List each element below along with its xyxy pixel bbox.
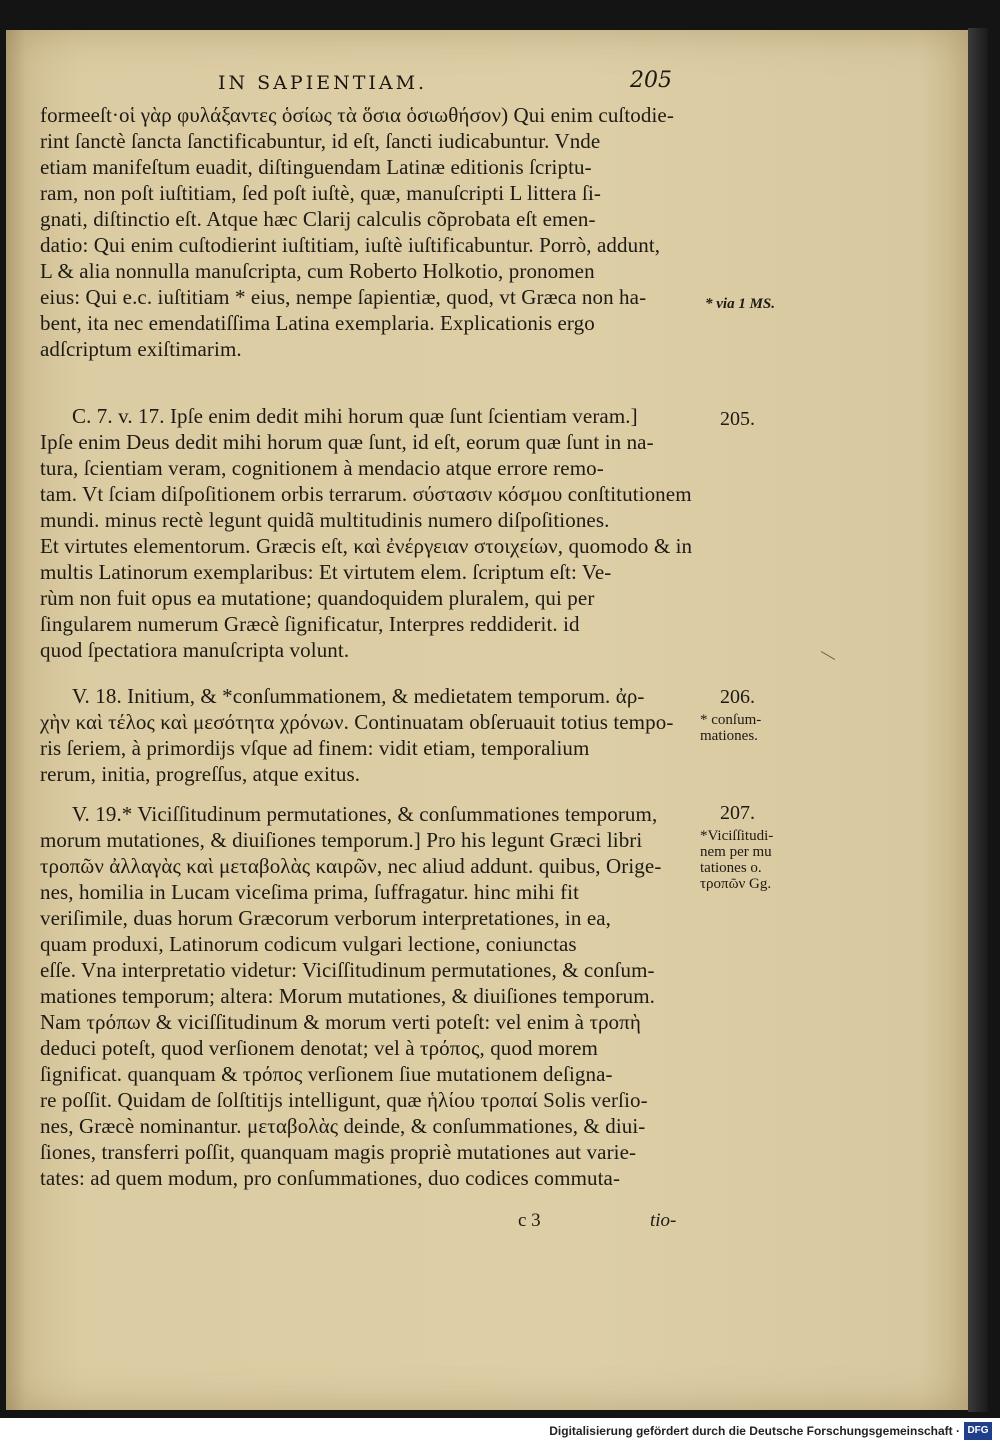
page-number: 205 [630,68,672,93]
text-line: morum mutationes, & diuiſiones temporum.] Pro his legunt Græci libri [40,828,643,852]
margin-note-206: * conſum- mationes. [700,712,762,744]
text-line: ſingularem numerum Græcè ſignificatur, Interpres reddiderit. id [40,612,580,636]
text-line: adſcriptum exiſtimarim. [40,337,242,361]
text-line: χὴν καὶ τέλος καὶ μεσότητα χρόνων. Continuatam obſeruauit totius tempo- [40,710,674,734]
text-line: quam produxi, Latinorum codicum vulgari lectione, coniunctas [40,932,577,956]
text-line: mationes temporum; altera: Morum mutationes, & diuiſiones temporum. [40,984,656,1008]
text-line: V. 18. Initium, & *conſummationem, & medietatem temporum. ἀρ- [72,684,645,708]
text-line: Ipſe enim Deus dedit mihi horum quæ ſunt, id eſt, eorum quæ ſunt in na- [40,430,654,454]
text-line: ſignificat. quanquam & τρόπος verſionem ſiue mutationem deſigna- [40,1062,613,1086]
page-edge [968,28,988,1412]
signature-mark: c 3 [518,1210,541,1231]
margin-number-205: 205. [720,408,755,430]
text-line: datio: Qui enim cuſtodierint iuſtitiam, iuſtè iuſtificabuntur. Porrò, addunt, [40,233,661,257]
running-head: IN SAPIENTIAM. [218,72,428,94]
text-line: ſiones, transferri poſſit, quanquam magis propriè mutationes aut varie- [40,1140,637,1164]
text-line: tam. Vt ſciam diſpoſitionem orbis terrarum. σύστασιν κόσμου conſtitutionem [40,482,692,506]
text-line: gnati, diſtinctio eſt. Atque hæc Clarij calculis cõprobata eſt emen- [40,207,596,231]
text-line: bent, ita nec emendatiſſima Latina exemplaria. Explicationis ergo [40,311,595,335]
text-line: nes, Græcè nominantur. μεταβολὰς deinde, & conſummationes, & diui- [40,1114,646,1138]
text-line: ris ſeriem, à primordijs vſque ad finem: vidit etiam, temporalium [40,736,590,760]
text-line: L & alia nonnulla manuſcripta, cum Roberto Holkotio, pronomen [40,259,595,283]
text-line: etiam manifeſtum euadit, diſtinguendam Latinæ editionis ſcriptu- [40,155,592,179]
text-line: tates: ad quem modum, pro conſummationes, duo codices commuta- [40,1166,621,1190]
text-line: nes, homilia in Lucam viceſima prima, ſuffragatur. hinc mihi fit [40,880,580,904]
text-line: veriſimile, duas horum Græcorum verborum interpretationes, in ea, [40,906,612,930]
margin-note-207: *Viciſſitudi- nem per mu tationes o. τροπῶν Gg. [700,828,774,892]
text-line: multis Latinorum exemplaribus: Et virtutem elem. ſcriptum eſt: Ve- [40,560,612,584]
text-line: re poſſit. Quidam de ſolſtitijs intelligunt, quæ ἡλίου τροπαί Solis verſio- [40,1088,648,1112]
margin-number-206: 206. [720,686,755,708]
catchword: tio- [650,1210,677,1231]
text-line: V. 19.* Viciſſitudinum permutationes, & conſummationes temporum, [72,802,658,826]
dfg-logo: DFG [964,1422,992,1440]
text-line: C. 7. v. 17. Ipſe enim dedit mihi horum quæ ſunt ſcientiam veram.] [72,404,638,428]
text-line: eius: Qui e.c. iuſtitiam * eius, nempe ſapientiæ, quod, vt Græca non ha- [40,285,647,309]
text-line: quod ſpectatiora manuſcripta volunt. [40,638,350,662]
text-line: rùm non fuit opus ea mutatione; quandoquidem pluralem, qui per [40,586,595,610]
text-line: Et virtutes elementorum. Græcis eſt, καὶ ἐνέργειαν στοιχείων, quomodo & in [40,534,693,558]
credit-text: Digitalisierung gefördert durch die Deutsche Forschungsgemeinschaft · [549,1424,960,1438]
text-line: formeeſt·οἱ γὰρ φυλάξαντες ὁσίως τὰ ὅσια ὁσιωθήσον) Qui enim cuſtodie- [40,103,674,127]
text-line: eſſe. Vna interpretatio videtur: Viciſſitudinum permutationes, & conſum- [40,958,655,982]
text-line: τροπῶν ἀλλαγὰς καὶ μεταβολὰς καιρῶν, nec aliud addunt. quibus, Orige- [40,854,662,878]
text-line: ram, non poſt iuſtitiam, ſed poſt iuſtè, quæ, manuſcripti L littera ſi- [40,181,601,205]
text-line: tura, ſcientiam veram, cognitionem à mendacio atque errore remo- [40,456,604,480]
margin-note-variant: * via 1 MS. [705,296,776,312]
text-line: rint ſanctè ſancta ſanctificabuntur, id eſt, ſancti iudicabuntur. Vnde [40,129,601,153]
text-line: rerum, initia, progreſſus, atque exitus. [40,762,361,786]
text-line: mundi. minus rectè legunt quidã multitudinis numero diſpoſitiones. [40,508,610,532]
margin-number-207: 207. [720,802,755,824]
text-line: deduci poteſt, quod verſionem denotat; vel à τρόπος, quod morem [40,1036,598,1060]
text-line: Nam τρόπων & viciſſitudinum & morum verti poteſt: vel enim à τροπὴ [40,1010,641,1034]
